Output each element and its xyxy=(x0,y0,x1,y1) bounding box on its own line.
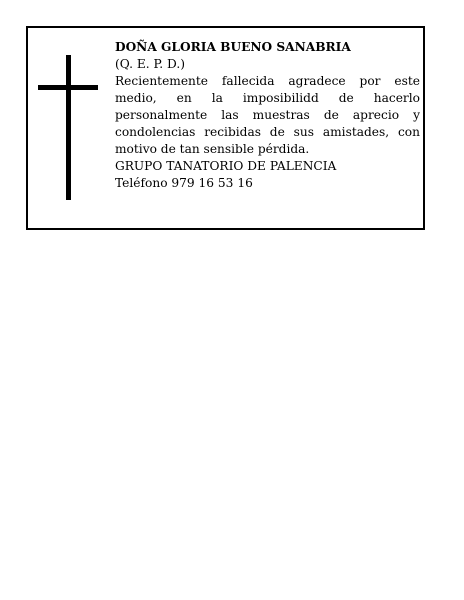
funeral-company: GRUPO TANATORIO DE PALENCIA xyxy=(115,159,337,173)
cross-icon xyxy=(38,55,98,200)
phone-number: Teléfono 979 16 53 16 xyxy=(115,176,253,190)
notice-body: Recientemente fallecida agradece por este medio, en la imposibilidd de hacerlo personalmente las muestras de aprecio y condolencias recibidas de sus amistades, con motivo de tan sensible pérdida. xyxy=(115,74,420,156)
cross-horizontal-bar xyxy=(38,85,98,90)
qepd-line: (Q. E. P. D.) xyxy=(115,57,185,71)
deceased-name: DOÑA GLORIA BUENO SANABRIA xyxy=(115,40,351,54)
obituary-notice xyxy=(26,26,425,230)
cross-vertical-bar xyxy=(66,55,71,200)
notice-text xyxy=(115,39,420,192)
